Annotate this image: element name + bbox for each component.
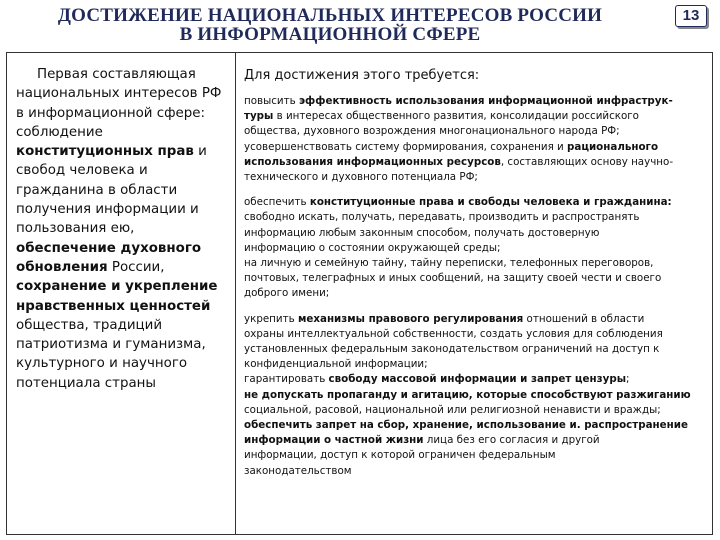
left-line: гражданина в области <box>16 182 178 198</box>
left-line: в информационной сфере: <box>16 105 206 121</box>
right-line <box>244 94 710 109</box>
text: отношений в области <box>523 312 645 325</box>
right-line: технического и духовного потенциала РФ; <box>244 171 478 184</box>
left-line: соблюдение <box>16 124 103 140</box>
left-line: сохранение и укрепление <box>16 279 218 295</box>
bold-text: рационального <box>567 140 659 153</box>
left-line: культурного и научного <box>16 356 188 372</box>
left-line: Первая составляющая <box>37 67 196 82</box>
text: ; <box>626 373 630 386</box>
text: повысить <box>244 95 299 107</box>
right-paragraph-1 <box>244 94 710 185</box>
left-line: обеспечение духовного <box>16 240 202 256</box>
text: усовершенствовать систему формирования, сохранения и <box>244 140 568 153</box>
right-line: законодательством <box>244 464 352 477</box>
right-heading: Для достижения этого требуется: <box>244 68 480 83</box>
bold-text: эффективность использования информационной инфраструк- <box>298 95 673 107</box>
text: в интересах общественного развития, консолидации российского <box>273 110 639 123</box>
bold-text: свободу массовой информации и запрет цензуры <box>328 373 627 386</box>
right-line <box>244 433 710 448</box>
right-line: информацию любым законным способом, получать достоверную <box>244 226 600 239</box>
right-line <box>244 109 710 124</box>
right-line: конфиденциальной информации; <box>244 358 428 371</box>
right-line: обеспечить запрет на сбор, хранение, использование и. распространение <box>244 419 688 432</box>
left-line <box>16 258 229 277</box>
right-line: охраны интеллектуальной собственности, создать условия для соблюдения <box>244 327 663 340</box>
right-column <box>244 67 710 479</box>
left-line: свобод человека и <box>16 163 148 179</box>
right-line: на личную и семейную тайну, тайну переписки, телефонных переговоров, <box>244 257 654 270</box>
right-line: информацию о состоянии окружающей среды; <box>244 241 501 254</box>
text: лица без его согласия и другой <box>423 434 600 447</box>
right-line: социальной, расовой, национальной или религиозной ненависти и вражды; <box>244 403 661 416</box>
left-line: получения информации и <box>16 202 199 218</box>
text: обеспечить <box>244 196 310 209</box>
text: укрепить <box>244 312 298 325</box>
page-number-badge: 13 <box>675 5 707 27</box>
bold-text: туры <box>244 110 274 123</box>
left-line: нравственных ценностей <box>16 298 211 314</box>
page-title <box>20 6 640 44</box>
right-line: почтовых, телеграфных и иных сообщений, на защиту своей чести и своего <box>244 272 662 285</box>
bold-text: информации о частной жизни <box>244 434 424 447</box>
left-line: потенциала страны <box>16 375 156 391</box>
left-bold-text: конституционных прав <box>16 144 194 160</box>
right-line <box>244 155 710 170</box>
bold-text: использования информационных ресурсов <box>244 155 501 168</box>
right-line <box>244 140 710 155</box>
left-line <box>16 142 229 161</box>
text: , составляющих основу научно- <box>500 155 674 168</box>
right-line: не допускать пропаганду и агитацию, которые способствуют разжиганию <box>244 388 691 401</box>
title-line-2: В ИНФОРМАЦИОННОЙ СФЕРЕ <box>179 24 481 45</box>
right-paragraph-3 <box>244 312 710 479</box>
left-text: России, <box>107 259 165 275</box>
right-line <box>244 312 710 327</box>
left-column <box>16 65 229 393</box>
left-line: пользования ею, <box>16 221 135 237</box>
left-line: национальных интересов РФ <box>16 86 222 102</box>
text: гарантировать <box>244 373 329 386</box>
bold-text: механизмы правового регулирования <box>297 312 524 325</box>
title-line-1: ДОСТИЖЕНИЕ НАЦИОНАЛЬНЫХ ИНТЕРЕСОВ РОССИИ <box>57 5 603 26</box>
left-line: патриотизма и гуманизма, <box>16 337 206 353</box>
left-line: общества, традиций <box>16 317 163 333</box>
right-line: информации, доступ к которой ограничен федеральным <box>244 449 556 462</box>
right-line <box>244 372 710 387</box>
right-line: общества, духовного возрождения многонационального народа РФ; <box>244 125 620 138</box>
right-paragraph-2 <box>244 195 710 301</box>
right-line: доброго имени; <box>244 287 330 300</box>
left-bold-text: обновления <box>16 259 108 275</box>
right-line: свободно искать, получать, передавать, производить и распространять <box>244 211 640 224</box>
bold-text: конституционные права и свободы человека и гражданина: <box>309 196 672 209</box>
column-divider <box>235 52 236 535</box>
right-line <box>244 195 710 210</box>
left-text: и <box>193 144 207 160</box>
right-line: установленных федеральным законодательством ограничений на доступ к <box>244 343 660 356</box>
